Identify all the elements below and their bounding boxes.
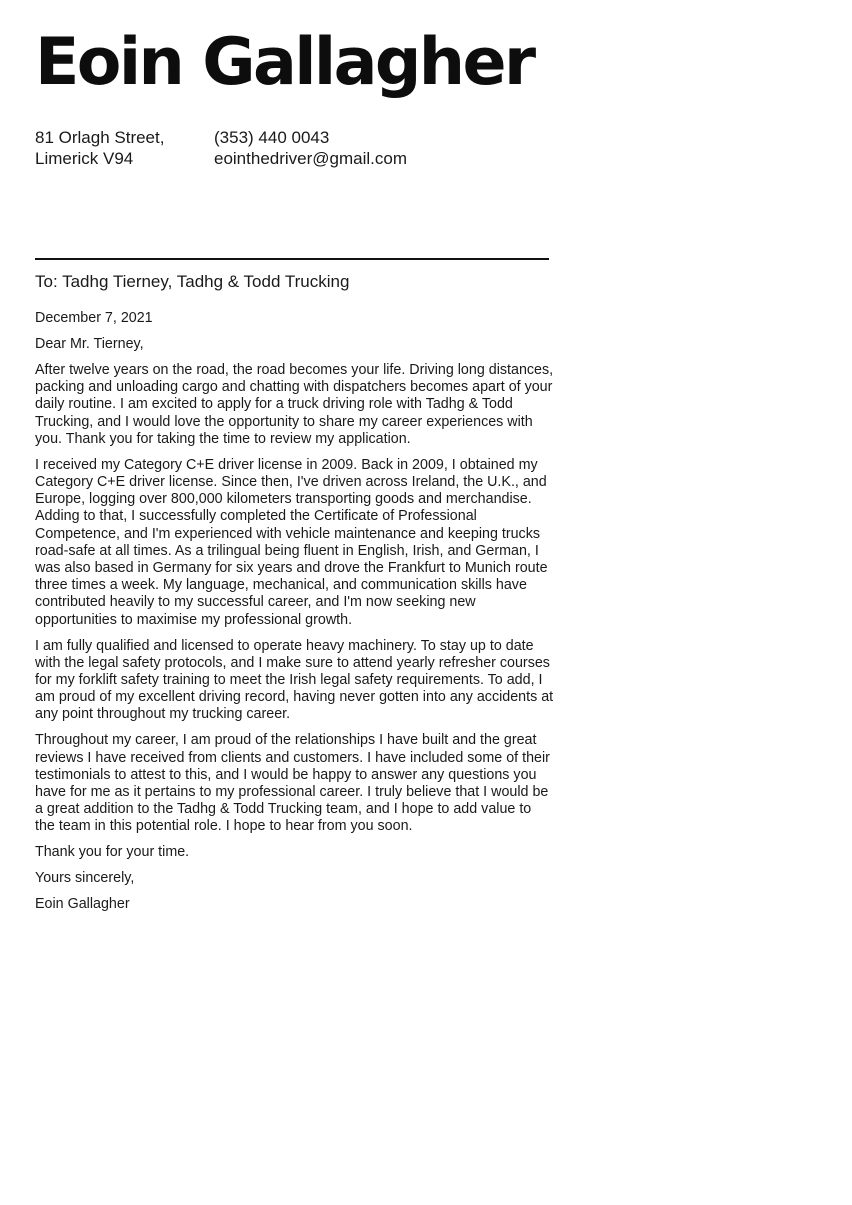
- letter-salutation: Dear Mr. Tierney,: [35, 336, 144, 352]
- phone-number: (353) 440 0043: [214, 128, 330, 147]
- letter-body: [35, 310, 555, 922]
- letter-paragraph: After twelve years on the road, the road becomes your life. Driving long distances, packing and unloading cargo and chatting with dispatchers becomes apart of your daily routine. I am excited to apply for a truck driving role with Tadhg & Todd Trucking, and I would love the opportunity to share my career experiences with you. Thank you for taking the time to review my application.: [35, 362, 554, 447]
- letter-date: December 7, 2021: [35, 310, 153, 326]
- phone-email: [214, 127, 407, 169]
- letter-paragraph: I am fully qualified and licensed to operate heavy machinery. To stay up to date with the legal safety protocols, and I make sure to attend yearly refresher courses for my forklift safety training to meet the Irish legal safety requirements. To add, I am proud of my excellent driving record, having never gotten into any accidents at any point throughout my trucking career.: [35, 637, 554, 723]
- email-address: eointhedriver@gmail.com: [214, 149, 408, 168]
- applicant-name: Eoin Gallagher: [35, 25, 534, 100]
- recipient-line: To: Tadhg Tierney, Tadhg & Todd Trucking: [35, 272, 350, 291]
- divider-rule: [35, 258, 549, 260]
- letter-paragraph: Throughout my career, I am proud of the relationships I have built and the great reviews I have received from clients and customers. I have included some of their testimonials to attest to this, and I would be happy to answer any questions you have for me as it pertains to my professional career. I truly believe that I would be a great addition to the Tadhg & Todd Trucking team, and I hope to add value to the team in this potential role. I hope to hear from you soon.: [35, 732, 550, 835]
- letter-thanks: Thank you for your time.: [35, 844, 190, 861]
- address-line-2: Limerick V94: [35, 149, 134, 168]
- address-line-1: 81 Orlagh Street,: [35, 128, 165, 147]
- letter-paragraph: I received my Category C+E driver license in 2009. Back in 2009, I obtained my Category C+E driver license. Since then, I've driven across Ireland, the U.K., and Europe, logging over 800,000 kilometers transporting goods and merchandise. Adding to that, I successfully completed the Certificate of Professional Competence, and I'm experienced with vehicle maintenance and keeping trucks road-safe at all times. As a trilingual being fluent in English, Irish, and German, I was also based in Germany for six years and drove the Frankfurt to Munich route three times a week. My language, mechanical, and communication skills have contributed heavily to my successful career, and I'm now seeking new opportunities to maximise my professional growth.: [35, 456, 548, 628]
- letter-closing: Yours sincerely,: [35, 870, 135, 887]
- address: [35, 127, 164, 169]
- letter-signature: Eoin Gallagher: [35, 896, 130, 913]
